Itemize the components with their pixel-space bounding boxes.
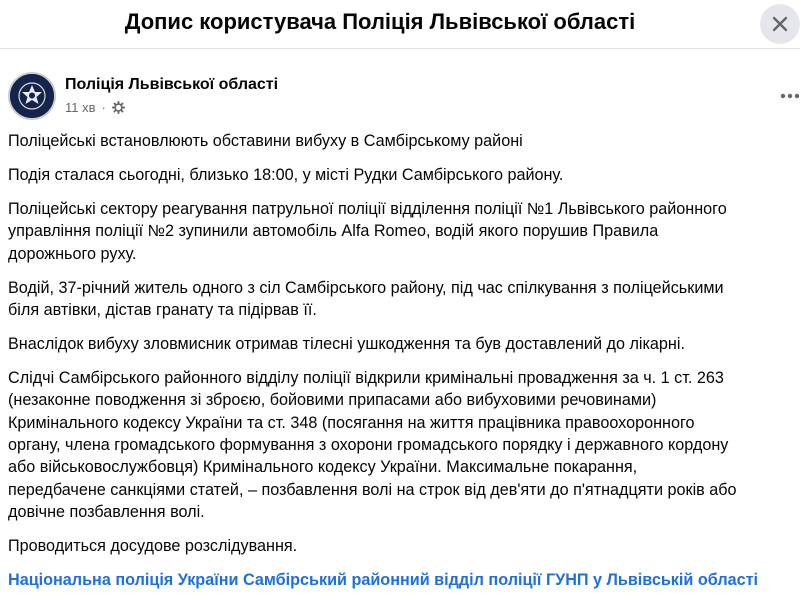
post-paragraph: Подія сталася сьогодні, близько 18:00, у місті Рудки Самбірського району. (8, 165, 564, 184)
post-meta (65, 100, 125, 115)
post-paragraph: Проводиться досудове розслідування. (8, 537, 298, 556)
post-paragraph: Поліцейські встановлюють обставини вибуху в Самбірському районі (8, 132, 523, 150)
close-icon (770, 14, 790, 34)
dialog-title: Допис користувача Поліція Львівської області (124, 9, 636, 34)
police-emblem-icon (10, 74, 54, 118)
gear-icon (112, 101, 125, 114)
avatar[interactable] (8, 72, 56, 120)
post-paragraph: Внаслідок вибуху зловмисник отримав тілесні ушкодження та був доставлений до лікарні. (8, 334, 685, 353)
post-time[interactable]: 11 хв (65, 100, 96, 115)
close-button[interactable] (760, 4, 800, 44)
meta-separator: · (101, 100, 106, 115)
dialog-header (0, 0, 800, 49)
post-text (8, 130, 800, 591)
more-options-button[interactable] (776, 86, 800, 106)
more-horizontal-icon (780, 93, 800, 99)
post-header (8, 72, 800, 128)
post-paragraph: Водій, 37-річний житель одного з сіл Самбірського району, під час спілкування з поліцейськими біля автівки, дістав гранату та підірвав її. (8, 278, 724, 319)
post-hashtag-link[interactable]: Національна поліція України Самбірський районний відділ поліції ГУНП у Львівській області (8, 571, 759, 589)
post-author[interactable]: Поліція Львівської області (65, 76, 279, 93)
post-paragraph: Поліцейські сектору реагування патрульної поліції відділення поліції №1 Львівського районного управління поліції №2 зупинили автомобіль Alfa Romeo, водій якого порушив Правила дорожнього руху. (8, 199, 727, 263)
post-paragraph: Слідчі Самбірського районного відділу поліції відкрили кримінальні провадження за ч. 1 ст. 263 (незаконне поводження зі зброєю, бойовими припасами або вибуховими речовинами) Кримінального кодексу України та ст. 348 (посягання на життя працівника правоохоронного органу, члена громадського формування з охорони громадського порядку і державного кордону або військовослужбовця) Кримінального кодексу України. Максимальне покарання, передбачене санкціями статей, – позбавлення волі на строк від дев'яти до п'ятнадцяти років або довічне позбавлення волі. (8, 368, 737, 522)
